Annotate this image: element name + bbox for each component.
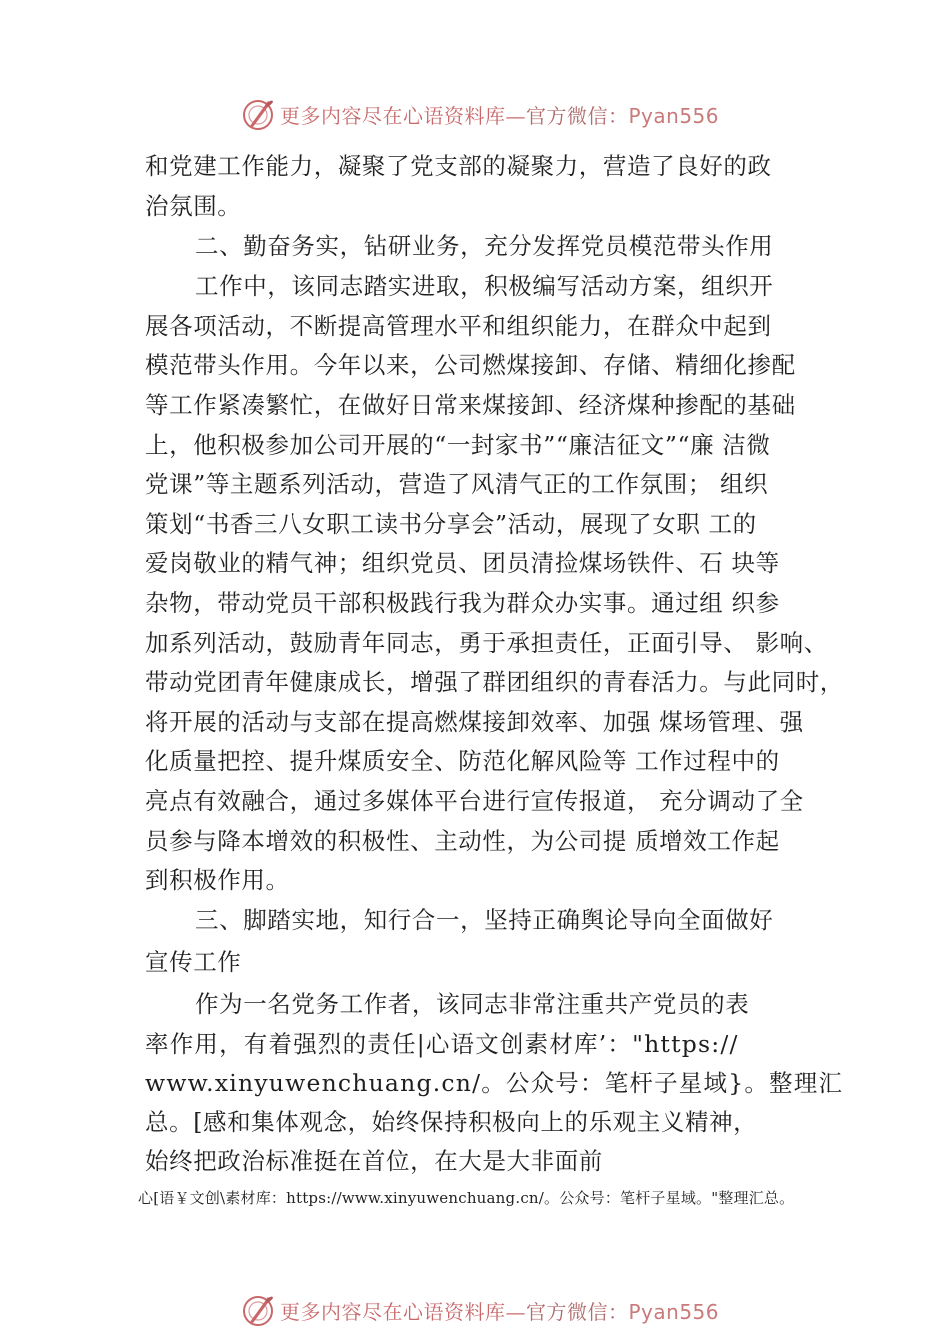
header-watermark-banner bbox=[0, 94, 950, 134]
footer-watermark-banner bbox=[0, 1290, 950, 1330]
banner-main-text: 更多内容尽在心语资料库 bbox=[280, 1299, 506, 1324]
body-line: 到积极作用。 bbox=[145, 866, 290, 894]
body-line: 和党建工作能力，凝聚了党支部的凝聚力，营造了良好的政 bbox=[145, 152, 772, 180]
body-line: 总。[感和集体观念，始终保持积极向上的乐观主义精神， bbox=[145, 1108, 758, 1136]
header-watermark-text bbox=[280, 100, 719, 129]
paragraph-start: 作为一名党务工作者，该同志非常注重共产党员的表 bbox=[195, 990, 750, 1018]
body-line: 加系列活动，鼓励青年同志，勇于承担责任，正面引导、 影响、 bbox=[145, 629, 828, 657]
body-line: 等工作紧凑繁忙，在做好日常来煤接卸、经济煤种掺配的基础 bbox=[145, 391, 796, 419]
body-line: 率作用，有着强烈的责任|心语文创素材库’："https:// bbox=[145, 1030, 739, 1058]
banner-main-text: 更多内容尽在心语资料库 bbox=[280, 103, 506, 128]
section-heading-3: 三、脚踏实地，知行合一，坚持正确舆论导向全面做好 bbox=[195, 906, 774, 934]
body-line: 爱岗敬业的精气神；组织党员、团员清捡煤场铁件、石 块等 bbox=[145, 549, 780, 577]
body-line: 策划“书香三八女职工读书分享会”活动，展现了女职 工的 bbox=[145, 510, 757, 538]
body-line: 上，他积极参加公司开展的“一封家书”“廉洁征文”“廉 洁微 bbox=[145, 431, 771, 459]
body-line: 治氛围。 bbox=[145, 192, 242, 220]
body-line: 带动党团青年健康成长，增强了群团组织的青春活力。与此同时， bbox=[145, 668, 844, 696]
body-line: 党课”等主题系列活动，营造了风清气正的工作氛围； 组织 bbox=[145, 470, 769, 498]
banner-wechat-id: Pyan556 bbox=[628, 103, 720, 128]
banner-dash: — bbox=[505, 103, 526, 128]
body-line: 杂物，带动党员干部积极践行我为群众办实事。通过组 织参 bbox=[145, 589, 780, 617]
body-line: 化质量把控、提升煤质安全、防范化解风险等 工作过程中的 bbox=[145, 747, 780, 775]
body-line: 始终把政治标准挺在首位，在大是大非面前 bbox=[145, 1147, 603, 1175]
footer-watermark-text bbox=[280, 1296, 719, 1325]
quill-seal-logo-icon bbox=[240, 1292, 276, 1328]
body-line: 模范带头作用。今年以来，公司燃煤接卸、存储、精细化掺配 bbox=[145, 351, 796, 379]
banner-wechat-label: 官方微信： bbox=[526, 103, 629, 128]
body-line: 亮点有效融合，通过多媒体平台进行宣传报道， 充分调动了全 bbox=[145, 787, 804, 815]
body-line: 将开展的活动与支部在提高燃煤接卸效率、加强 煤场管理、强 bbox=[145, 708, 804, 736]
banner-wechat-id: Pyan556 bbox=[628, 1299, 720, 1324]
body-line-url: www.xinyuwenchuang.cn/。公众号：笔杆子星域}。整理汇 bbox=[145, 1069, 844, 1097]
footnote-source: 心[语￥文创\素材库：https://www.xinyuwenchuang.cn/。公众号：笔杆子星域。"整理汇总。 bbox=[138, 1189, 795, 1207]
body-line: 展各项活动，不断提高管理水平和组织能力，在群众中起到 bbox=[145, 312, 772, 340]
section-heading-3-cont: 宣传工作 bbox=[145, 948, 242, 976]
banner-dash: — bbox=[505, 1299, 526, 1324]
banner-wechat-label: 官方微信： bbox=[526, 1299, 629, 1324]
quill-seal-logo-icon bbox=[240, 96, 276, 132]
paragraph-start: 工作中，该同志踏实进取，积极编写活动方案，组织开 bbox=[195, 272, 774, 300]
body-line: 员参与降本增效的积极性、主动性，为公司提 质增效工作起 bbox=[145, 827, 780, 855]
section-heading-2: 二、勤奋务实，钻研业务，充分发挥党员模范带头作用 bbox=[195, 232, 774, 260]
